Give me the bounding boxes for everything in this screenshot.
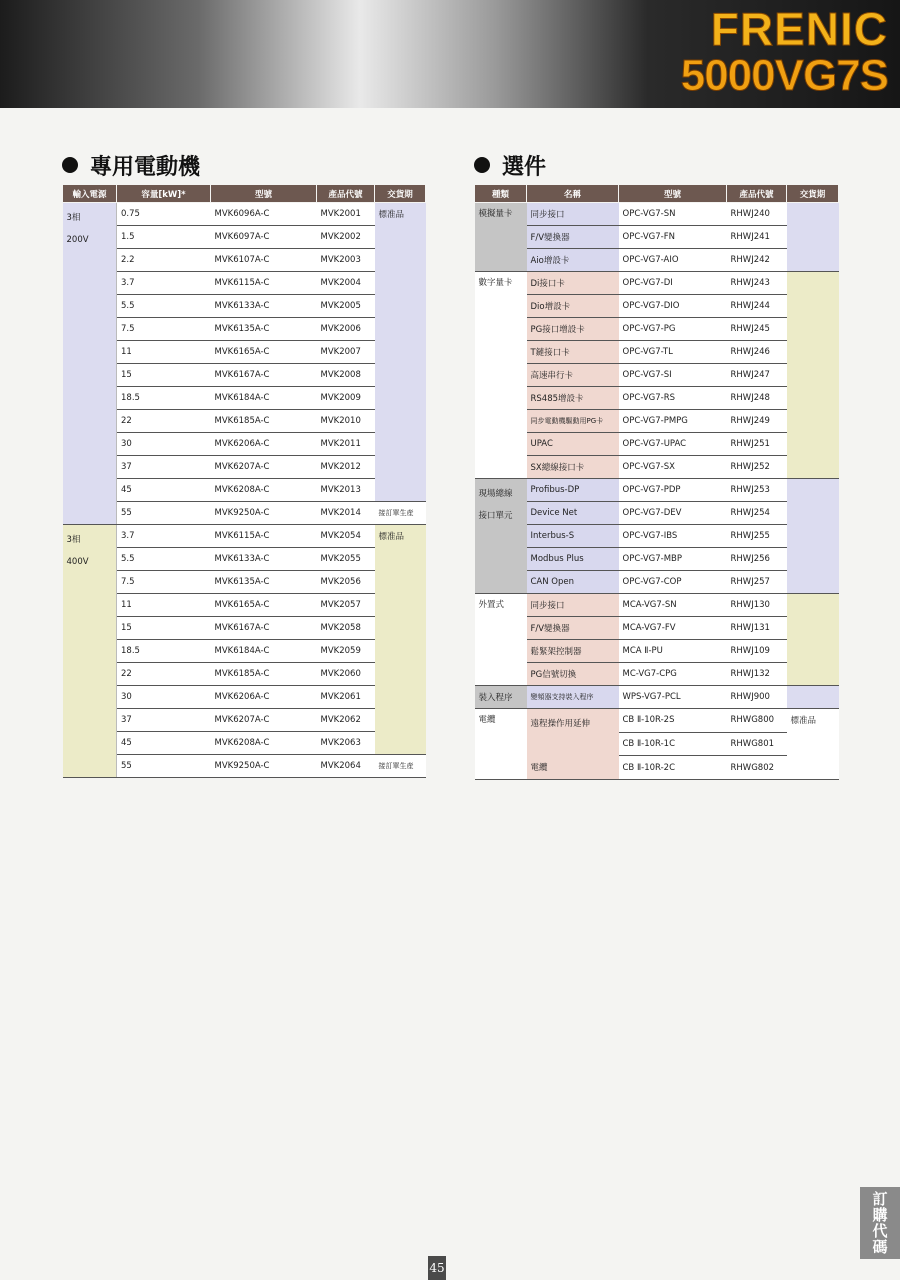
table-row [475,525,839,548]
table-row [475,295,839,318]
name-cell: Device Net [527,502,619,525]
model-cell: WPS-VG7-PCL [619,686,727,709]
model-cell: MVK6184A-C [211,640,317,663]
capacity-cell: 37 [117,709,211,732]
model-cell: MVK6185A-C [211,410,317,433]
code-cell: MVK2007 [317,341,375,364]
code-cell: RHWG800 [727,709,787,733]
category-text: 現場總線 [478,489,513,499]
code-cell: MVK2006 [317,318,375,341]
code-cell: MVK2055 [317,548,375,571]
model-cell: MVK6115A-C [211,525,317,548]
code-cell: MVK2057 [317,594,375,617]
header-cell: 產品代號 [317,185,375,203]
capacity-cell: 7.5 [117,318,211,341]
model-cell: MC-VG7-CPG [619,663,727,686]
motor-section-title [62,150,200,180]
voltage-label: 400V [66,557,89,567]
delivery-text: 標准品 [378,532,405,542]
code-cell: MVK2002 [317,226,375,249]
header-cell: 種類 [475,185,527,203]
code-cell: RHWJ900 [727,686,787,709]
category-text: 外置式 [478,600,505,610]
code-cell: RHWJ109 [727,640,787,663]
delivery-cell [787,479,839,594]
delivery-cell [375,203,426,502]
model-cell: OPC-VG7-PG [619,318,727,341]
table-row [475,249,839,272]
table-row [475,548,839,571]
code-cell: MVK2059 [317,640,375,663]
code-cell: RHWJ252 [727,456,787,479]
table-row [475,226,839,249]
model-cell: MVK6097A-C [211,226,317,249]
side-tab[interactable]: 訂購代碼 [860,1187,900,1259]
table-row [475,663,839,686]
table-row [63,709,426,732]
category-cell [475,594,527,686]
model-cell: MVK6165A-C [211,341,317,364]
name-cell [527,709,619,780]
capacity-cell: 0.75 [117,203,211,226]
model-cell: MVK6107A-C [211,249,317,272]
table-row [63,755,426,778]
model-cell: MCA-VG7-FV [619,617,727,640]
code-cell: MVK2005 [317,295,375,318]
code-cell: RHWJ256 [727,548,787,571]
name-cell: Interbus-S [527,525,619,548]
code-cell: RHWJ247 [727,364,787,387]
code-cell: MVK2012 [317,456,375,479]
code-cell: RHWJ240 [727,203,787,226]
capacity-cell: 15 [117,364,211,387]
code-cell: MVK2062 [317,709,375,732]
table-row [63,341,426,364]
input-power-cell [63,203,117,525]
name-cell: 變頻器支持裝入程序 [527,686,619,709]
model-cell: MVK6115A-C [211,272,317,295]
table-row [63,387,426,410]
table-row [63,525,426,548]
code-cell: RHWG802 [727,756,787,780]
table-row [475,433,839,456]
table-row [475,594,839,617]
table-row [63,686,426,709]
name-cell: 高速串行卡 [527,364,619,387]
category-text: 模擬量卡 [478,209,513,219]
model-cell: MVK6133A-C [211,548,317,571]
model-cell: OPC-VG7-SN [619,203,727,226]
header-cell: 輸入電源 [63,185,117,203]
table-row [63,571,426,594]
model-cell: MCA Ⅱ-PU [619,640,727,663]
code-cell: MVK2004 [317,272,375,295]
motor-table [62,184,426,778]
model-cell: OPC-VG7-SX [619,456,727,479]
model-cell: CB Ⅱ-10R-2S [619,709,727,733]
motor-header-row [63,185,426,203]
code-cell: RHWJ254 [727,502,787,525]
table-row [63,479,426,502]
code-cell: RHWJ255 [727,525,787,548]
name-cell: PG信號切換 [527,663,619,686]
name-cell: CAN Open [527,571,619,594]
bullet-icon [62,157,78,173]
name-cell: 鬆緊架控制器 [527,640,619,663]
table-row [63,640,426,663]
capacity-cell: 3.7 [117,525,211,548]
capacity-cell: 1.5 [117,226,211,249]
code-cell: RHWG801 [727,732,787,756]
model-cell: OPC-VG7-SI [619,364,727,387]
delivery-text: 標准品 [790,716,817,726]
code-cell: MVK2001 [317,203,375,226]
page-number: 45 [428,1256,446,1280]
model-cell: OPC-VG7-AIO [619,249,727,272]
model-cell: MVK6185A-C [211,663,317,686]
model-cell: MVK6167A-C [211,364,317,387]
table-row [63,617,426,640]
model-cell: MVK6208A-C [211,479,317,502]
table-row [63,732,426,755]
model-cell: OPC-VG7-DIO [619,295,727,318]
name-cell: F/V變換器 [527,226,619,249]
table-row [475,410,839,433]
name-cell: T鏈接口卡 [527,341,619,364]
model-cell: OPC-VG7-PDP [619,479,727,502]
name-cell: UPAC [527,433,619,456]
options-table [474,184,839,780]
model-cell: MVK6208A-C [211,732,317,755]
name-cell: Dio增設卡 [527,295,619,318]
table-row [475,364,839,387]
code-cell: MVK2063 [317,732,375,755]
motor-title-text: 專用電動機 [90,154,201,180]
model-cell: MVK6207A-C [211,709,317,732]
code-cell: RHWJ246 [727,341,787,364]
code-cell: RHWJ253 [727,479,787,502]
input-power-cell [63,525,117,778]
table-row [63,410,426,433]
code-cell: RHWJ248 [727,387,787,410]
category-cell [475,272,527,479]
header-cell: 交貨期 [375,185,426,203]
options-header-row [475,185,839,203]
name-cell: SX總線接口卡 [527,456,619,479]
table-row [475,479,839,502]
code-cell: RHWJ131 [727,617,787,640]
capacity-cell: 55 [117,755,211,778]
name-cell: PG接口增設卡 [527,318,619,341]
name-cell: Di接口卡 [527,272,619,295]
capacity-cell: 11 [117,341,211,364]
code-cell: RHWJ243 [727,272,787,295]
model-cell: OPC-VG7-FN [619,226,727,249]
table-row [475,502,839,525]
code-cell: RHWJ244 [727,295,787,318]
capacity-cell: 30 [117,433,211,456]
header-cell: 型號 [619,185,727,203]
table-row [63,433,426,456]
code-cell: MVK2064 [317,755,375,778]
category-cell [475,479,527,594]
category-cell [475,686,527,709]
capacity-cell: 18.5 [117,640,211,663]
model-cell: MVK6167A-C [211,617,317,640]
model-cell: OPC-VG7-DI [619,272,727,295]
capacity-cell: 37 [117,456,211,479]
table-row [475,272,839,295]
header-cell: 型號 [211,185,317,203]
name-cell: Aio增設卡 [527,249,619,272]
name-text: 電纜 [530,763,548,773]
code-cell: RHWJ249 [727,410,787,433]
code-cell: MVK2056 [317,571,375,594]
name-cell: Modbus Plus [527,548,619,571]
capacity-cell: 7.5 [117,571,211,594]
code-cell: RHWJ257 [727,571,787,594]
name-cell: F/V變換器 [527,617,619,640]
capacity-cell: 45 [117,479,211,502]
capacity-cell: 15 [117,617,211,640]
delivery-cell [375,525,426,755]
delivery-cell [787,594,839,686]
table-row [475,640,839,663]
bullet-icon [474,157,490,173]
model-cell: OPC-VG7-TL [619,341,727,364]
code-cell: MVK2054 [317,525,375,548]
capacity-cell: 22 [117,410,211,433]
capacity-cell: 11 [117,594,211,617]
capacity-cell: 2.2 [117,249,211,272]
delivery-cell: 接訂單生産 [375,502,426,525]
code-cell: MVK2013 [317,479,375,502]
brand-name: FRENIC [710,3,888,55]
model-cell: MVK9250A-C [211,502,317,525]
capacity-cell: 22 [117,663,211,686]
code-cell: RHWJ242 [727,249,787,272]
table-row [475,456,839,479]
model-cell: MVK6133A-C [211,295,317,318]
model-cell: CB Ⅱ-10R-1C [619,732,727,756]
code-cell: RHWJ245 [727,318,787,341]
table-row [475,203,839,226]
code-cell: MVK2014 [317,502,375,525]
capacity-cell: 18.5 [117,387,211,410]
code-cell: MVK2011 [317,433,375,456]
delivery-cell: 接訂單生産 [375,755,426,778]
model-cell: MVK6184A-C [211,387,317,410]
table-row [63,295,426,318]
model-cell: MVK6096A-C [211,203,317,226]
model-cell: OPC-VG7-RS [619,387,727,410]
name-cell: Profibus-DP [527,479,619,502]
table-row [63,318,426,341]
name-cell: 同步接口 [527,594,619,617]
model-cell: MVK9250A-C [211,755,317,778]
name-cell: 同步電動機驅動用PG卡 [527,410,619,433]
capacity-cell: 30 [117,686,211,709]
header-cell: 交貨期 [787,185,839,203]
capacity-cell: 3.7 [117,272,211,295]
voltage-label: 200V [66,235,89,245]
name-cell: 同步接口 [527,203,619,226]
table-row [63,594,426,617]
model-cell: OPC-VG7-MBP [619,548,727,571]
options-title-text: 選件 [502,154,547,180]
phase-label: 3相 [66,535,81,545]
model-cell: MVK6135A-C [211,571,317,594]
options-section-title [474,150,546,180]
code-cell: MVK2009 [317,387,375,410]
model-cell: MVK6206A-C [211,686,317,709]
table-row [475,617,839,640]
table-row [63,203,426,226]
table-row [63,502,426,525]
model-cell: MVK6207A-C [211,456,317,479]
delivery-cell [787,709,839,780]
table-row [63,663,426,686]
table-row [63,272,426,295]
model-cell: OPC-VG7-UPAC [619,433,727,456]
capacity-cell: 45 [117,732,211,755]
model-cell: MVK6206A-C [211,433,317,456]
code-cell: MVK2060 [317,663,375,686]
header-cell: 容量[kW]* [117,185,211,203]
table-row [475,686,839,709]
table-row [475,709,839,733]
delivery-cell [787,686,839,709]
model-cell: OPC-VG7-DEV [619,502,727,525]
code-cell: RHWJ251 [727,433,787,456]
category-text: 裝入程序 [478,693,513,703]
capacity-cell: 5.5 [117,548,211,571]
table-row [63,456,426,479]
model-cell: MVK6135A-C [211,318,317,341]
table-row [475,341,839,364]
table-row [63,548,426,571]
name-text: 遠程操作用延伸 [530,719,591,729]
category-cell [475,709,527,780]
model-cell: OPC-VG7-PMPG [619,410,727,433]
table-row [63,364,426,387]
brand-logo [680,3,888,100]
header-cell: 名稱 [527,185,619,203]
table-row [475,571,839,594]
code-cell: MVK2058 [317,617,375,640]
code-cell: MVK2008 [317,364,375,387]
category-cell [475,203,527,272]
delivery-cell [787,272,839,479]
model-cell: OPC-VG7-COP [619,571,727,594]
model-cell: MVK6165A-C [211,594,317,617]
brand-model: 5000VG7S [680,51,888,100]
code-cell: RHWJ241 [727,226,787,249]
model-cell: MCA-VG7-SN [619,594,727,617]
capacity-cell: 5.5 [117,295,211,318]
code-cell: RHWJ130 [727,594,787,617]
category-text: 數字量卡 [478,278,513,288]
delivery-cell [787,203,839,272]
code-cell: MVK2003 [317,249,375,272]
delivery-text: 標准品 [378,210,405,220]
category-text: 接口單元 [478,511,513,521]
table-row [63,226,426,249]
code-cell: MVK2061 [317,686,375,709]
code-cell: RHWJ132 [727,663,787,686]
table-row [63,249,426,272]
phase-label: 3相 [66,213,81,223]
table-row [475,318,839,341]
header-cell: 產品代號 [727,185,787,203]
model-cell: OPC-VG7-IBS [619,525,727,548]
category-text: 電纜 [478,715,496,725]
name-cell: RS485增設卡 [527,387,619,410]
capacity-cell: 55 [117,502,211,525]
model-cell: CB Ⅱ-10R-2C [619,756,727,780]
table-row [475,387,839,410]
code-cell: MVK2010 [317,410,375,433]
